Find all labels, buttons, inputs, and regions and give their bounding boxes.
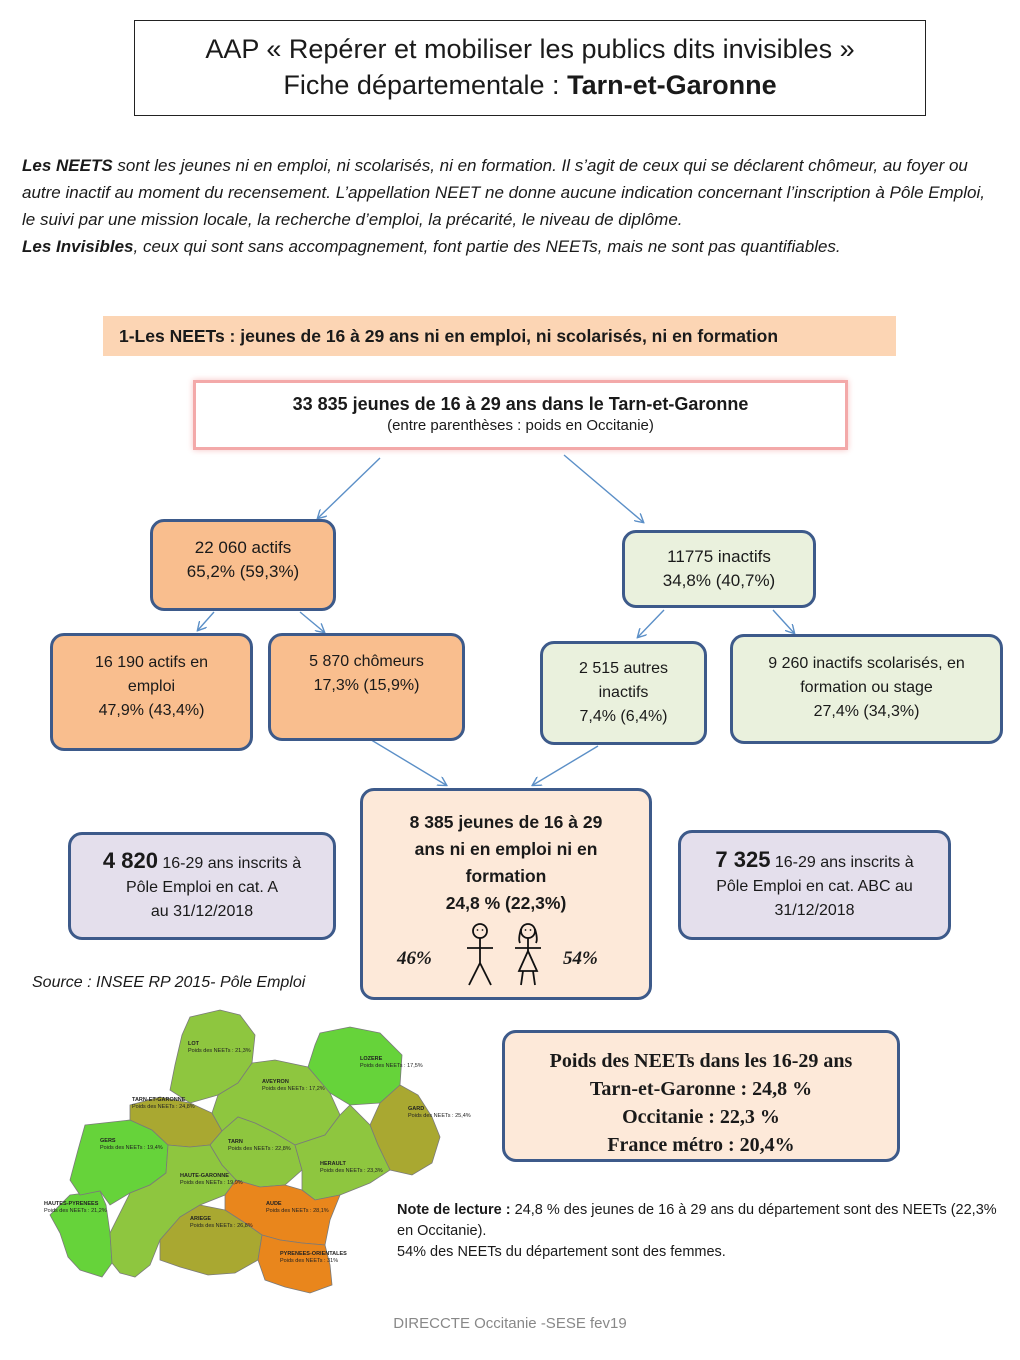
map-label-gard: GARD xyxy=(408,1106,425,1112)
inactifs-scolarises-box xyxy=(730,634,1003,744)
arrow-actifs-to-chomeurs xyxy=(300,612,324,632)
neet-title xyxy=(363,791,649,917)
poids-occitanie: Occitanie : 22,3 % xyxy=(622,1106,780,1128)
poids-france: France métro : 20,4% xyxy=(607,1134,795,1156)
pe-abc-text-2: Pôle Emploi en cat. ABC au xyxy=(716,878,913,895)
neet-pct: 24,8 % (22,3%) xyxy=(445,893,567,913)
arrow-inactifs-to-autres xyxy=(638,610,664,637)
autres-line-1: 2 515 autres xyxy=(579,660,668,677)
map-value-lozere: Poids des NEETs : 17,5% xyxy=(360,1063,423,1069)
map-label-aveyron: AVEYRON xyxy=(262,1079,289,1085)
map-value-hautes-pyrenees: Poids des NEETs : 21,2% xyxy=(44,1208,107,1214)
pole-emploi-cat-abc-box xyxy=(678,830,951,940)
map-value-aude: Poids des NEETs : 28,1% xyxy=(266,1208,329,1214)
chomeurs-box xyxy=(268,633,465,741)
map-value-haute-garonne: Poids des NEETs : 19,9% xyxy=(180,1180,243,1186)
pe-a-number: 4 820 xyxy=(102,848,158,873)
autres-inactifs-box xyxy=(540,641,707,745)
title-line-1: AAP « Repérer et mobiliser les publics dits invisibles » xyxy=(205,34,855,64)
actifs-emploi-box xyxy=(50,633,253,751)
chomeurs-count: 5 870 chômeurs xyxy=(309,653,424,670)
total-youth-count: 33 835 jeunes de 16 à 29 ans dans le Tarn-et-Garonne xyxy=(292,394,749,414)
pe-abc-line-1 xyxy=(681,848,948,875)
map-value-tarn: Poids des NEETs : 22,8% xyxy=(228,1146,291,1152)
map-label-aude: AUDE xyxy=(266,1201,282,1207)
poids-neets-box xyxy=(502,1030,900,1162)
map-label-tarn-et-garonne: TARN-ET-GARONNE xyxy=(132,1097,186,1103)
map-label-lozere: LOZERE xyxy=(360,1056,383,1062)
neet-line-1: 8 385 jeunes de 16 à 29 xyxy=(409,812,603,832)
neet-line-3: formation xyxy=(465,866,547,886)
inactifs-count: 11775 inactifs xyxy=(667,547,771,566)
reading-note xyxy=(397,1200,997,1263)
autres-pct: 7,4% (6,4%) xyxy=(579,708,668,725)
map-label-haute-garonne: HAUTE-GARONNE xyxy=(180,1173,229,1179)
male-pct: 46% xyxy=(397,948,432,969)
arrow-top-to-actifs xyxy=(318,458,380,518)
invisibles-definition: , ceux qui sont sans accompagnement, font partie des NEETs, mais ne sont pas quantifiables. xyxy=(133,237,841,256)
footer: DIRECCTE Occitanie -SESE fev19 xyxy=(393,1315,627,1332)
scolarises-line-1: 9 260 inactifs scolarisés, en xyxy=(768,655,965,672)
scolarises-pct: 27,4% (34,3%) xyxy=(813,703,920,720)
chomeurs-pct: 17,3% (15,9%) xyxy=(313,677,420,694)
actifs-count: 22 060 actifs xyxy=(194,538,292,557)
neet-box xyxy=(360,788,652,1000)
map-value-lot: Poids des NEETs : 21,3% xyxy=(188,1048,251,1054)
note-label: Note de lecture : xyxy=(397,1202,511,1218)
department-name: Tarn-et-Garonne xyxy=(567,70,777,100)
note-text-2: 54% des NEETs du département sont des femmes. xyxy=(397,1244,726,1260)
pe-abc-text-1: 16-29 ans inscrits à xyxy=(770,854,914,871)
total-youth-note: (entre parenthèses : poids en Occitanie) xyxy=(387,417,654,434)
map-value-gers: Poids des NEETs : 19,4% xyxy=(100,1145,163,1151)
title-prefix: Fiche départementale : xyxy=(283,70,568,100)
map-label-hautes-pyrenees: HAUTES-PYRENEES xyxy=(44,1201,99,1207)
note-text-1: 24,8 % des jeunes de 16 à 29 ans du département sont des NEETs (22,3% en Occitanie). xyxy=(397,1202,997,1239)
neets-definition: sont les jeunes ni en emploi, ni scolarisés, ni en formation. Il s’agit de ceux qui se déclarent chômeur, au foyer ou autre inactif au moment du recensement. L’appellation NEET ne donne aucune indication concernant l’inscription à Pôle Emploi, le suivi par une mission locale, la recherche d’emploi, la précarité, le niveau de diplôme. xyxy=(22,156,985,229)
map-value-herault: Poids des NEETs : 23,3% xyxy=(320,1168,383,1174)
pole-emploi-cat-a-box xyxy=(68,832,336,940)
emploi-line-1: 16 190 actifs en xyxy=(95,654,208,671)
neets-term: Les NEETS xyxy=(22,156,113,175)
source-note: Source : INSEE RP 2015- Pôle Emploi xyxy=(32,974,306,991)
section-title: 1-Les NEETs : jeunes de 16 à 29 ans ni en emploi, ni scolarisés, ni en formation xyxy=(103,316,896,356)
map-label-gers: GERS xyxy=(100,1138,116,1144)
arrow-chomeurs-to-neet xyxy=(368,738,446,785)
map-label-herault: HERAULT xyxy=(320,1161,346,1167)
poids-title: Poids des NEETs dans les 16-29 ans xyxy=(549,1050,853,1072)
female-pct: 54% xyxy=(563,948,598,969)
total-youth-box xyxy=(193,380,848,450)
pe-abc-text-3: 31/12/2018 xyxy=(774,902,855,919)
invisibles-term: Les Invisibles xyxy=(22,237,134,256)
pe-a-text-1: 16-29 ans inscrits à xyxy=(157,855,302,872)
pe-a-text-3: au 31/12/2018 xyxy=(150,903,254,920)
map-label-lot: LOT xyxy=(188,1041,199,1047)
inactifs-pct: 34,8% (40,7%) xyxy=(662,571,776,590)
pe-a-text-2: Pôle Emploi en cat. A xyxy=(125,879,279,896)
poids-tarn-et-garonne: Tarn-et-Garonne : 24,8 % xyxy=(589,1078,813,1100)
map-label-ariege: ARIEGE xyxy=(190,1216,212,1222)
map-value-aveyron: Poids des NEETs : 17,2% xyxy=(262,1086,325,1092)
map-value-gard: Poids des NEETs : 25,4% xyxy=(408,1113,471,1119)
arrow-actifs-to-emploi xyxy=(198,612,214,630)
male-figure-icon xyxy=(463,921,497,991)
map-value-pyrenees-orientales: Poids des NEETs : 31% xyxy=(280,1258,339,1264)
scolarises-line-2: formation ou stage xyxy=(800,679,933,696)
pe-abc-number: 7 325 xyxy=(715,847,771,872)
arrow-autres-to-neet xyxy=(533,746,598,785)
map-value-ariege: Poids des NEETs : 26,8% xyxy=(190,1223,253,1229)
neet-line-2: ans ni en emploi ni en xyxy=(414,839,598,859)
actifs-pct: 65,2% (59,3%) xyxy=(186,562,300,581)
map-label-tarn: TARN xyxy=(228,1139,243,1145)
actifs-box xyxy=(150,519,336,611)
emploi-pct: 47,9% (43,4%) xyxy=(98,702,205,719)
emploi-line-2: emploi xyxy=(127,678,176,695)
arrow-top-to-inactifs xyxy=(564,455,643,522)
pe-a-line-1 xyxy=(71,849,333,876)
female-figure-icon xyxy=(511,921,545,991)
map-value-tarn-et-garonne: Poids des NEETs : 24,8% xyxy=(132,1104,195,1110)
arrow-inactifs-to-scolarises xyxy=(773,610,794,633)
inactifs-box xyxy=(622,530,816,608)
autres-line-2: inactifs xyxy=(598,684,649,701)
map-label-pyrenees-orientales: PYRENEES-ORIENTALES xyxy=(280,1251,347,1257)
